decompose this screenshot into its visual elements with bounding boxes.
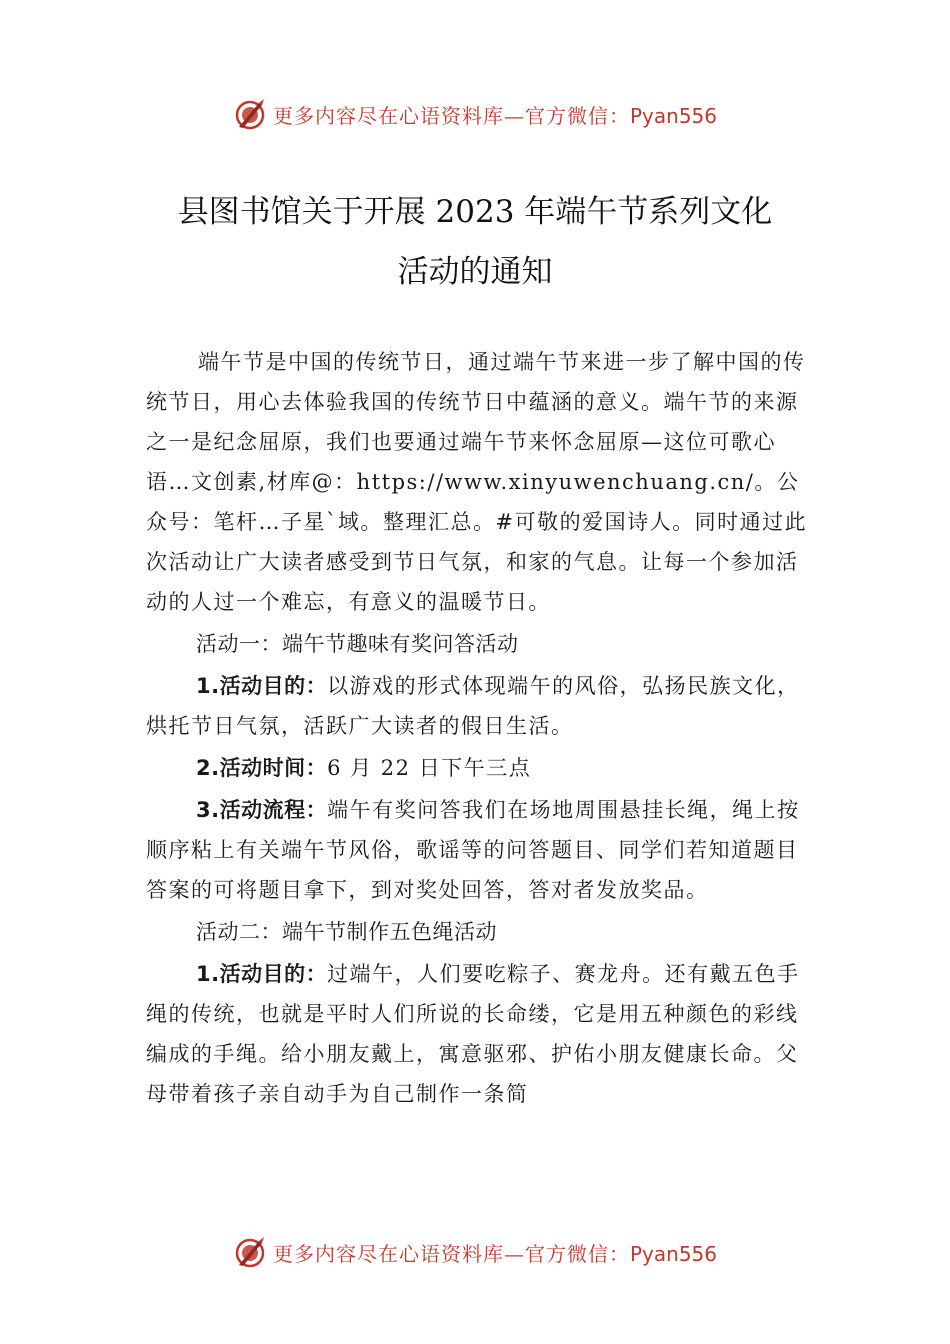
activity-1-heading: 活动一：端午节趣味有奖问答活动: [196, 632, 519, 656]
activity-2-purpose-label: 1.活动目的：: [196, 962, 328, 986]
activity-2-heading: 活动二：端午节制作五色绳活动: [196, 920, 497, 944]
activity-2-purpose: [146, 954, 810, 1114]
banner-text: 更多内容尽在心语资料库—官方微信：Pyan556: [272, 1241, 717, 1266]
title-line-1: 县图书馆关于开展 2023 年端午节系列文化: [177, 194, 773, 230]
intro-paragraph: 端午节是中国的传统节日，通过端午节来进一步了解中国的传统节日，用心去体验我国的传统节日中蕴涵的意义。端午节的来源之一是纪念屈原，我们也要通过端午节来怀念屈原—这位可歌心语…文创素,材库@：https://www.xinyuwenchuang.cn/。公众号：笔杆…子星`域。整理汇总。#可敬的爱国诗人。同时通过此次活动让广大读者感受到节日气氛，和家的气息。让每一个参加活动的人过一个难忘，有意义的温暖节日。: [146, 350, 808, 614]
activity-1-purpose-label: 1.活动目的：: [196, 674, 328, 698]
header-banner: [0, 94, 950, 134]
document-body: [146, 342, 810, 1114]
activity-1-purpose-text: 以游戏的形式体现端午的风俗，弘扬民族文化，烘托节日气氛，活跃广大读者的假日生活。: [146, 674, 800, 738]
banner-text: 更多内容尽在心语资料库—官方微信：Pyan556: [272, 103, 717, 128]
footer-banner: [0, 1232, 950, 1272]
activity-2-purpose-text: 过端午，人们要吃粽子、赛龙舟。还有戴五色手绳的传统，也就是平时人们所说的长命缕，它是用五种颜色的彩线编成的手绳。给小朋友戴上，寓意驱邪、护佑小朋友健康长命。父母带着孩子亲自动手为自己制作一条简: [146, 962, 800, 1106]
document-title: [120, 182, 830, 302]
activity-1-process-text: 端午有奖问答我们在场地周围悬挂长绳，绳上按顺序粘上有关端午节风俗，歌谣等的问答题目、同学们若知道题目答案的可将题目拿下，到对奖处回答，答对者发放奖品。: [146, 798, 800, 902]
activity-1-purpose: [146, 666, 810, 746]
activity-1-process-label: 3.活动流程：: [196, 798, 328, 822]
activity-1-time: [146, 748, 810, 788]
quill-seal-logo-icon: [233, 1235, 267, 1269]
activity-1-process: [146, 790, 810, 910]
quill-seal-logo-icon: [233, 97, 267, 131]
activity-1-time-text: 6 月 22 日下午三点: [327, 756, 532, 780]
activity-1-time-label: 2.活动时间：: [196, 756, 328, 780]
title-line-2: 活动的通知: [397, 254, 553, 290]
